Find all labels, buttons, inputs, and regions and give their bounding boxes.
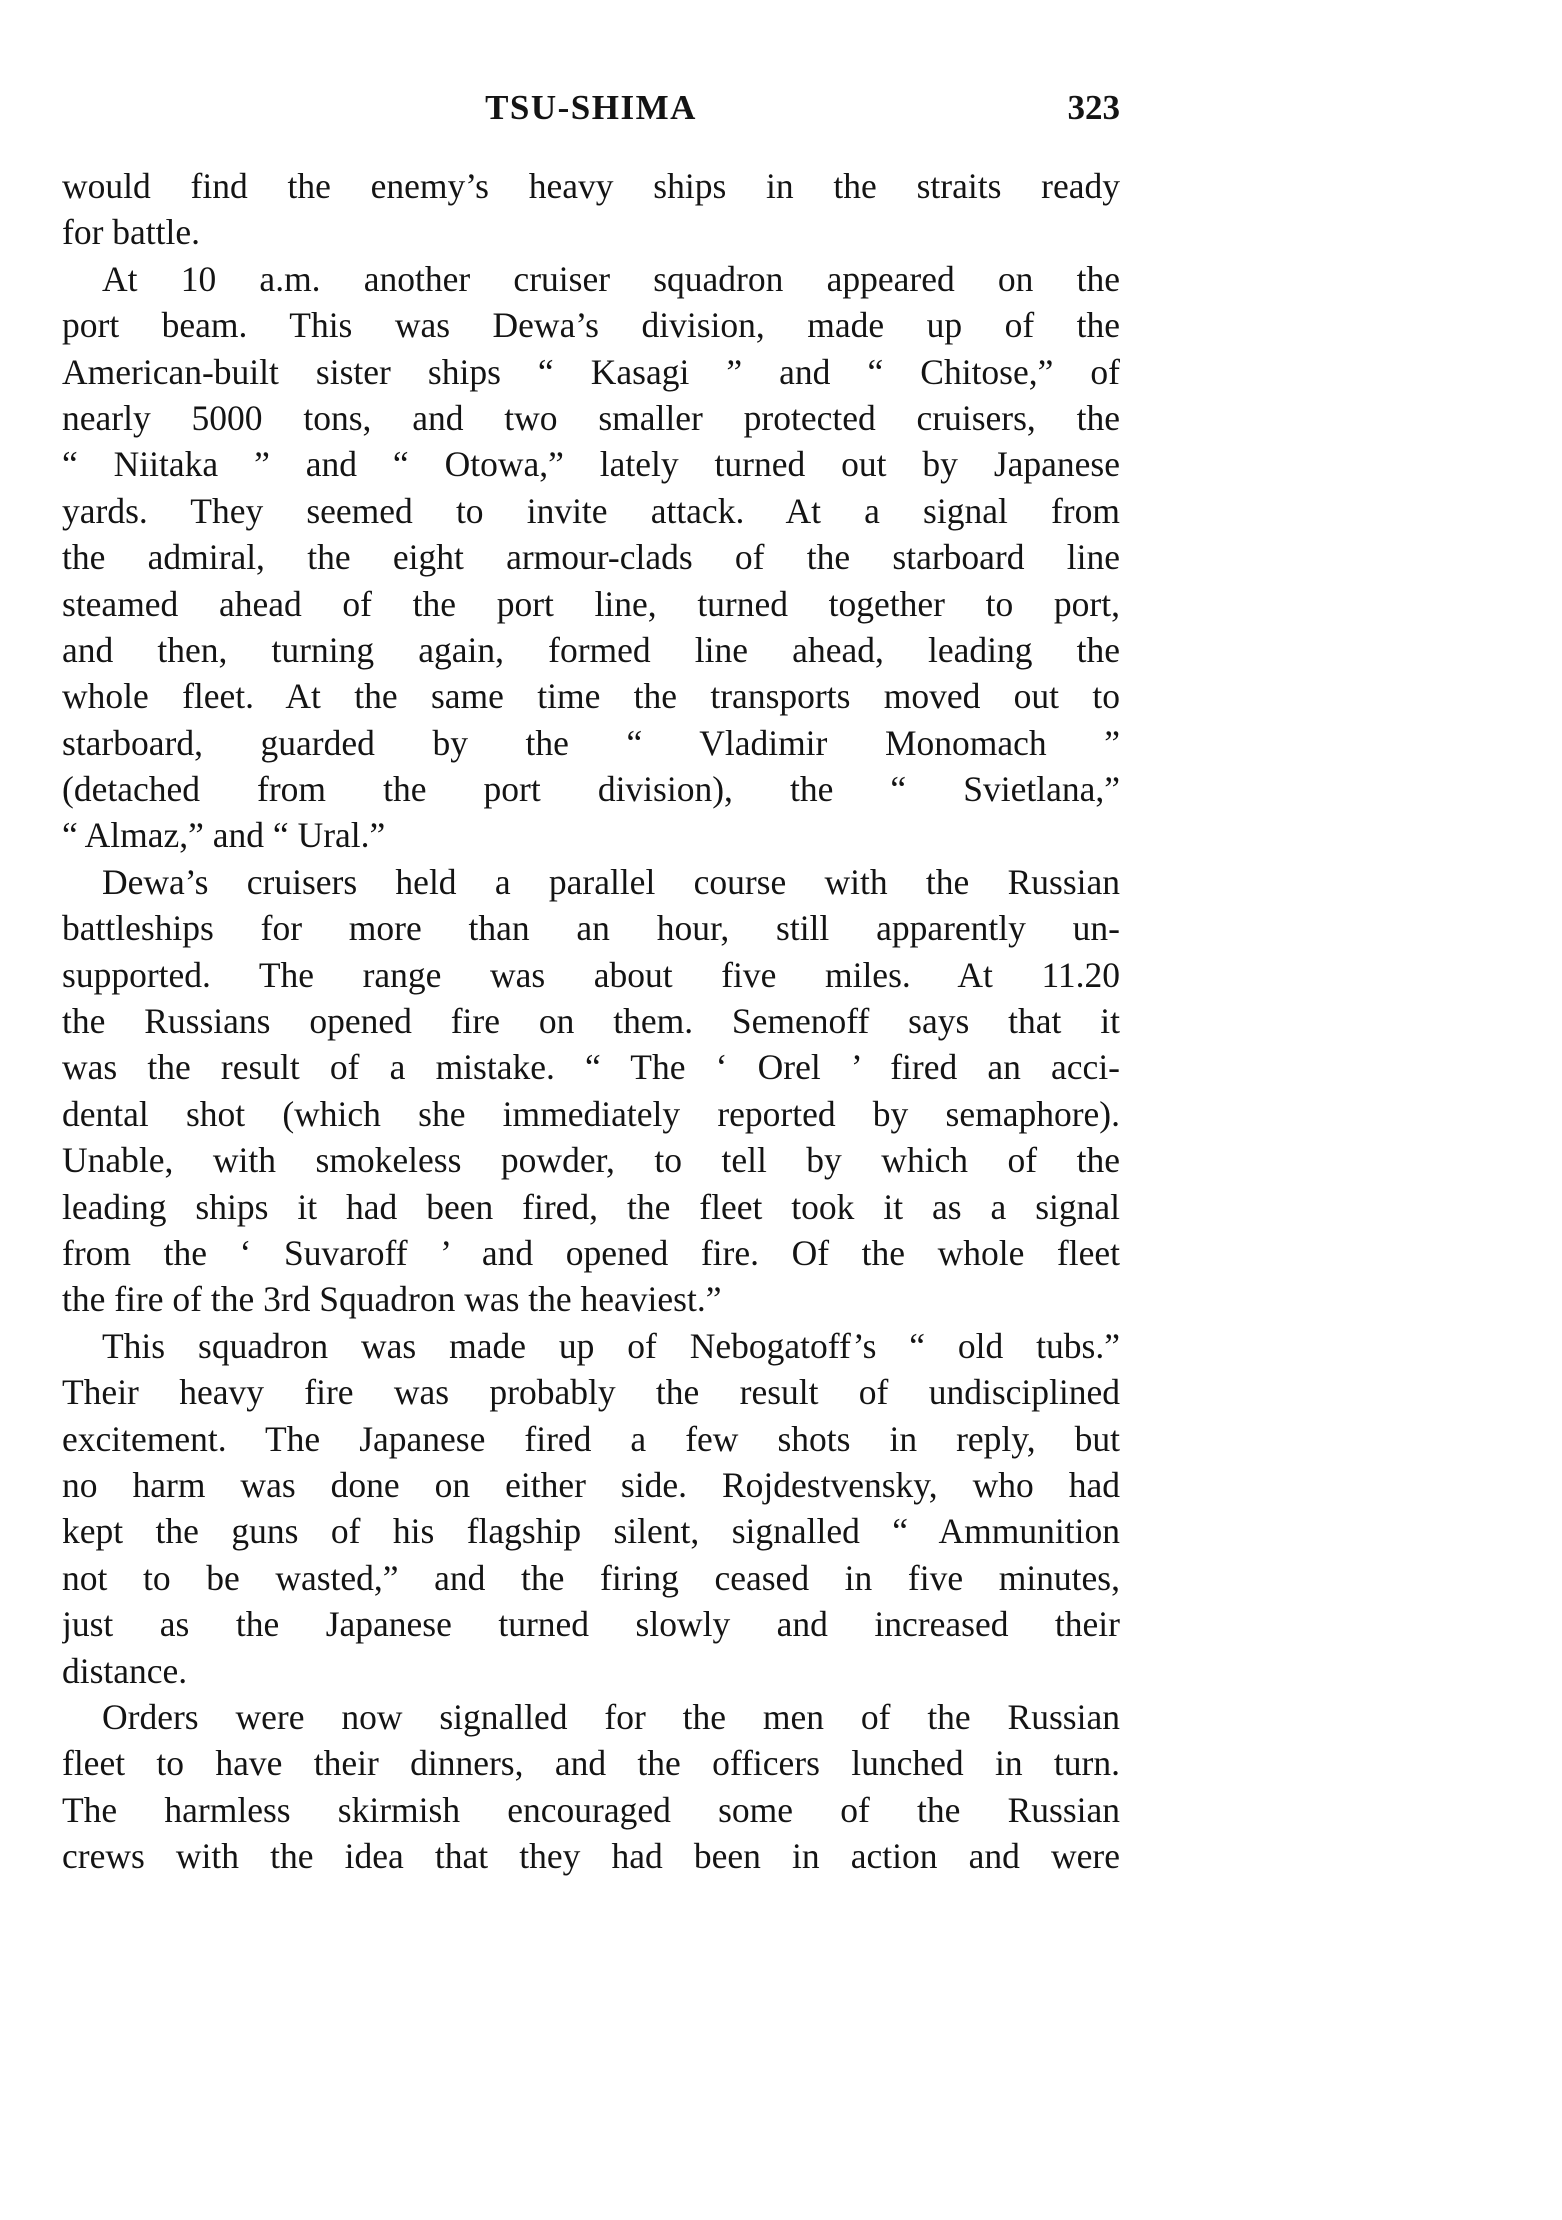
text-line: crews with the idea that they had been in action and were	[62, 1836, 1120, 1877]
text-line: Unable, with smokeless powder, to tell by which of the	[62, 1140, 1120, 1181]
text-line: was the result of a mistake. “ The ‘ Orel ’ fired an acci-	[62, 1047, 1120, 1088]
text-line: the Russians opened fire on them. Semenoff says that it	[62, 1001, 1120, 1042]
text-line: kept the guns of his flagship silent, signalled “ Ammunition	[62, 1511, 1120, 1552]
text-line: steamed ahead of the port line, turned together to port,	[62, 583, 1120, 624]
text-line: “ Almaz,” and “ Ural.”	[62, 815, 386, 856]
text-line: The harmless skirmish encouraged some of the Russian	[62, 1789, 1120, 1830]
text-line: battleships for more than an hour, still apparently un-	[62, 908, 1120, 949]
text-line: leading ships it had been fired, the fleet took it as a signal	[62, 1186, 1120, 1227]
text-line: whole fleet. At the same time the transports moved out to	[62, 676, 1120, 717]
text-line: supported. The range was about five miles. At 11.20	[62, 954, 1120, 995]
text-line: Dewa’s cruisers held a parallel course with the Russian	[102, 861, 1120, 902]
body-text	[62, 163, 1120, 1879]
text-line: dental shot (which she immediately reported by semaphore).	[62, 1093, 1120, 1134]
text-line: excitement. The Japanese fired a few shots in reply, but	[62, 1418, 1120, 1459]
text-line: the admiral, the eight armour-clads of the starboard line	[62, 537, 1120, 578]
text-line: starboard, guarded by the “ Vladimir Monomach ”	[62, 722, 1120, 763]
text-line: American-built sister ships “ Kasagi ” and “ Chitose,” of	[62, 351, 1120, 392]
text-line: This squadron was made up of Nebogatoff’s “ old tubs.”	[102, 1325, 1120, 1366]
text-line: port beam. This was Dewa’s division, made up of the	[62, 305, 1120, 346]
page-number: 323	[1067, 88, 1120, 127]
text-line: fleet to have their dinners, and the officers lunched in turn.	[62, 1743, 1120, 1784]
text-line: and then, turning again, formed line ahead, leading the	[62, 629, 1120, 670]
text-line: no harm was done on either side. Rojdestvensky, who had	[62, 1464, 1120, 1505]
text-line: Orders were now signalled for the men of the Russian	[102, 1696, 1120, 1737]
text-line: “ Niitaka ” and “ Otowa,” lately turned out by Japanese	[62, 444, 1120, 485]
running-title: TSU-SHIMA	[485, 88, 697, 127]
text-line: distance.	[62, 1650, 188, 1691]
text-line: Their heavy fire was probably the result of undisciplined	[62, 1372, 1120, 1413]
text-line: yards. They seemed to invite attack. At a signal from	[62, 490, 1120, 531]
text-line: would find the enemy’s heavy ships in the straits ready	[62, 166, 1120, 206]
text-line: for battle.	[62, 212, 200, 253]
text-line: (detached from the port division), the “ Svietlana,”	[62, 769, 1120, 810]
running-head	[62, 88, 1120, 138]
text-line: just as the Japanese turned slowly and increased their	[62, 1604, 1120, 1645]
text-line: the fire of the 3rd Squadron was the heaviest.”	[62, 1279, 722, 1320]
text-line: not to be wasted,” and the firing ceased in five minutes,	[62, 1557, 1120, 1598]
text-line: nearly 5000 tons, and two smaller protected cruisers, the	[62, 397, 1120, 438]
text-line: At 10 a.m. another cruiser squadron appeared on the	[102, 258, 1120, 299]
text-line: from the ‘ Suvaroff ’ and opened fire. Of the whole fleet	[62, 1232, 1120, 1273]
